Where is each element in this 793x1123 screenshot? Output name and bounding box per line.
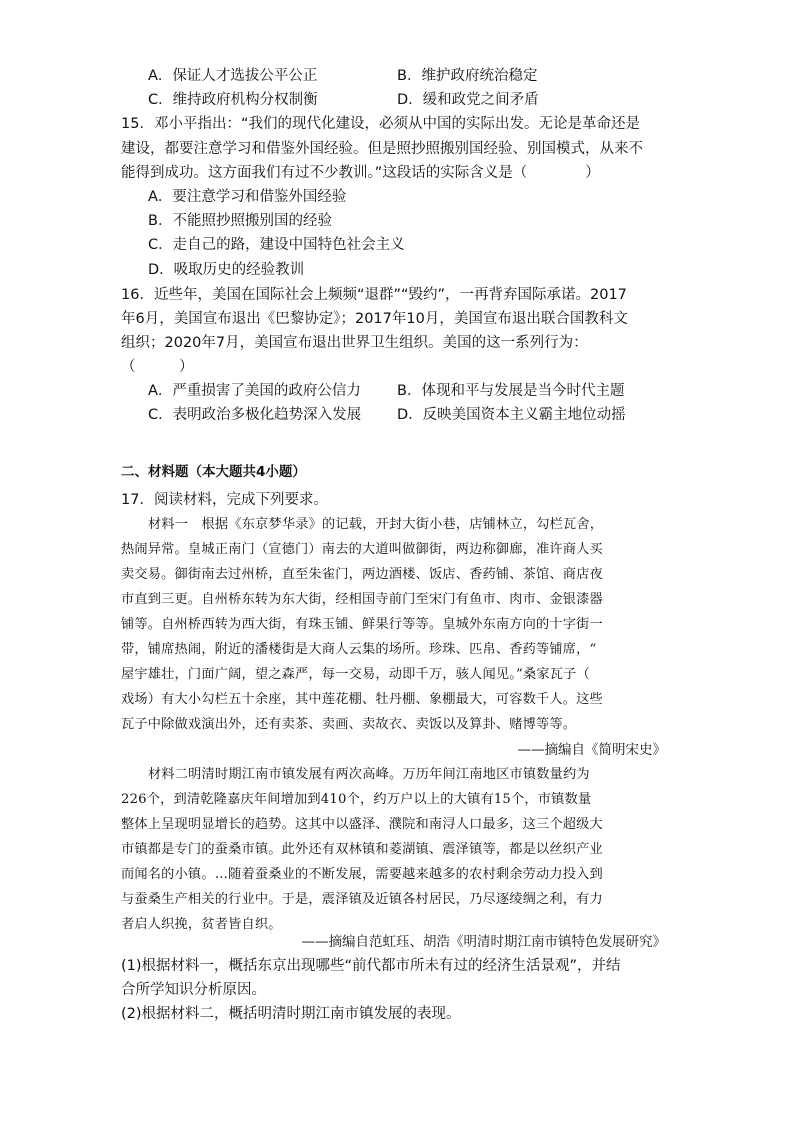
q15-option-a: A．要注意学习和借鉴外国经验 <box>148 189 347 205</box>
material-1-line: 戏场）有大小勾栏五十余座，其中莲花棚、牡丹棚、象棚最大，可容数千人。这些 <box>121 692 603 707</box>
material-1-line: 屋宇雄壮，门面广阔，望之森严，每一交易，动即千万，骇人闻见。”桑家瓦子（ <box>121 667 590 682</box>
material-1-line: 热闹异常。皇城正南门（宣德门）南去的大道叫做御街，两边称御廊，准许商人买 <box>121 542 603 557</box>
q14-option-a: A．保证人才选拔公平公正 <box>148 68 318 84</box>
section-title: 二、材料题（本大题共4小题） <box>121 464 306 480</box>
q15-stem-line: 15．邓小平指出：“我们的现代化建设，必须从中国的实际出发。无论是革命还是 <box>121 116 640 132</box>
q16-option-d: D．反映美国资本主义霸主地位动摇 <box>397 407 626 423</box>
material-2-line: 226个，到清乾隆嘉庆年间增加到410个，约万户以上的大镇有15个，市镇数量 <box>121 792 592 807</box>
q15-stem-line: 能得到成功。这方面我们有过不少教训。”这段话的实际含义是（ ） <box>121 165 600 181</box>
material-2-source: ——摘编自范虹珏、胡浩《明清时期江南市镇特色发展研究》 <box>301 934 666 950</box>
material-1-line: 市直到三更。自州桥东转为东大街，经相国寺前门至宋门有鱼市、肉市、金银漆器 <box>121 592 603 607</box>
q16-stem-line: 组织；2020年7月，美国宣布退出世界卫生组织。美国的这一系列行为： <box>121 335 588 351</box>
material-1-line: 卖交易。御街南去过州桥，直至朱雀门，两边酒楼、饭店、香药铺、茶馆、商店夜 <box>121 567 603 582</box>
material-1-line: 带，铺席热闹，附近的潘楼街是大商人云集的场所。珍珠、匹帛、香药等铺席，“ <box>121 642 597 657</box>
q14-option-c: C．维持政府机构分权制衡 <box>148 92 318 108</box>
q16-stem-line: 16．近些年，美国在国际社会上频频“退群”“毁约”，一再背弃国际承诺。2017 <box>121 287 627 303</box>
q15-option-b: B．不能照抄照搬别国的经验 <box>148 213 332 229</box>
q14-option-d: D．缓和政党之间矛盾 <box>397 92 539 108</box>
q17-sub-question-2: (2)根据材料二，概括明清时期江南市镇发展的表现。 <box>121 1006 461 1022</box>
q16-option-b: B．体现和平与发展是当今时代主题 <box>397 383 625 399</box>
q17-sub-question-1-cont: 合所学知识分析原因。 <box>121 982 266 998</box>
q15-stem-line: 建设，都要注意学习和借鉴外国经验。但是照抄照搬别国经验、别国模式，从来不 <box>121 141 643 157</box>
material-1-source: ——摘编自《简明宋史》 <box>517 742 666 758</box>
material-2-line: 与蚕桑生产相关的行业中。于是，震泽镇及近镇各村居民，乃尽逐绫绸之利，有力 <box>121 892 603 907</box>
material-2-line: 材料二明清时期江南市镇发展有两次高峰。万历年间江南地区市镇数量约为 <box>148 767 590 782</box>
q15-option-d: D．吸取历史的经验教训 <box>148 262 305 278</box>
q16-option-c: C．表明政治多极化趋势深入发展 <box>148 407 362 423</box>
material-1-line: 铺等。自州桥西转为西大街，有珠玉铺、鲜果行等等。皇城外东南方向的十字街一 <box>121 617 603 632</box>
q16-stem-line: 年6月，美国宣布退出《巴黎协定》；2017年10月，美国宣布退出联合国教科文 <box>121 311 628 327</box>
material-2-line: 者启人织挽，贫者皆自织。 <box>121 917 282 932</box>
material-2-line: 市镇都是专门的蚕桑市镇。此外还有双林镇和菱湖镇、震泽镇等，都是以丝织产业 <box>121 842 603 857</box>
q16-stem-line: （ ） <box>121 359 194 375</box>
q14-option-b: B．维护政府统治稳定 <box>397 68 538 84</box>
q17-intro: 17．阅读材料，完成下列要求。 <box>121 492 328 508</box>
q17-sub-question-1: (1)根据材料一，概括东京出现哪些“前代都市所未有过的经济生活景观”，并结 <box>121 958 621 974</box>
q16-option-a: A．严重损害了美国的政府公信力 <box>148 383 361 399</box>
material-2-line: 整体上呈现明显增长的趋势。这其中以盛泽、濮院和南浔人口最多，这三个超级大 <box>121 817 603 832</box>
q15-option-c: C．走自己的路，建设中国特色社会主义 <box>148 237 405 253</box>
material-1-line: 瓦子中除做戏演出外，还有卖茶、卖画、卖故衣、卖饭以及算卦、赌博等等。 <box>121 717 577 732</box>
material-1-line: 材料一 根据《东京梦华录》的记载，开封大街小巷，店铺林立，勾栏瓦舍， <box>148 517 604 532</box>
material-2-line: 而闻名的小镇。…随着蚕桑业的不断发展，需要越来越多的农村剩余劳动力投入到 <box>121 867 603 882</box>
